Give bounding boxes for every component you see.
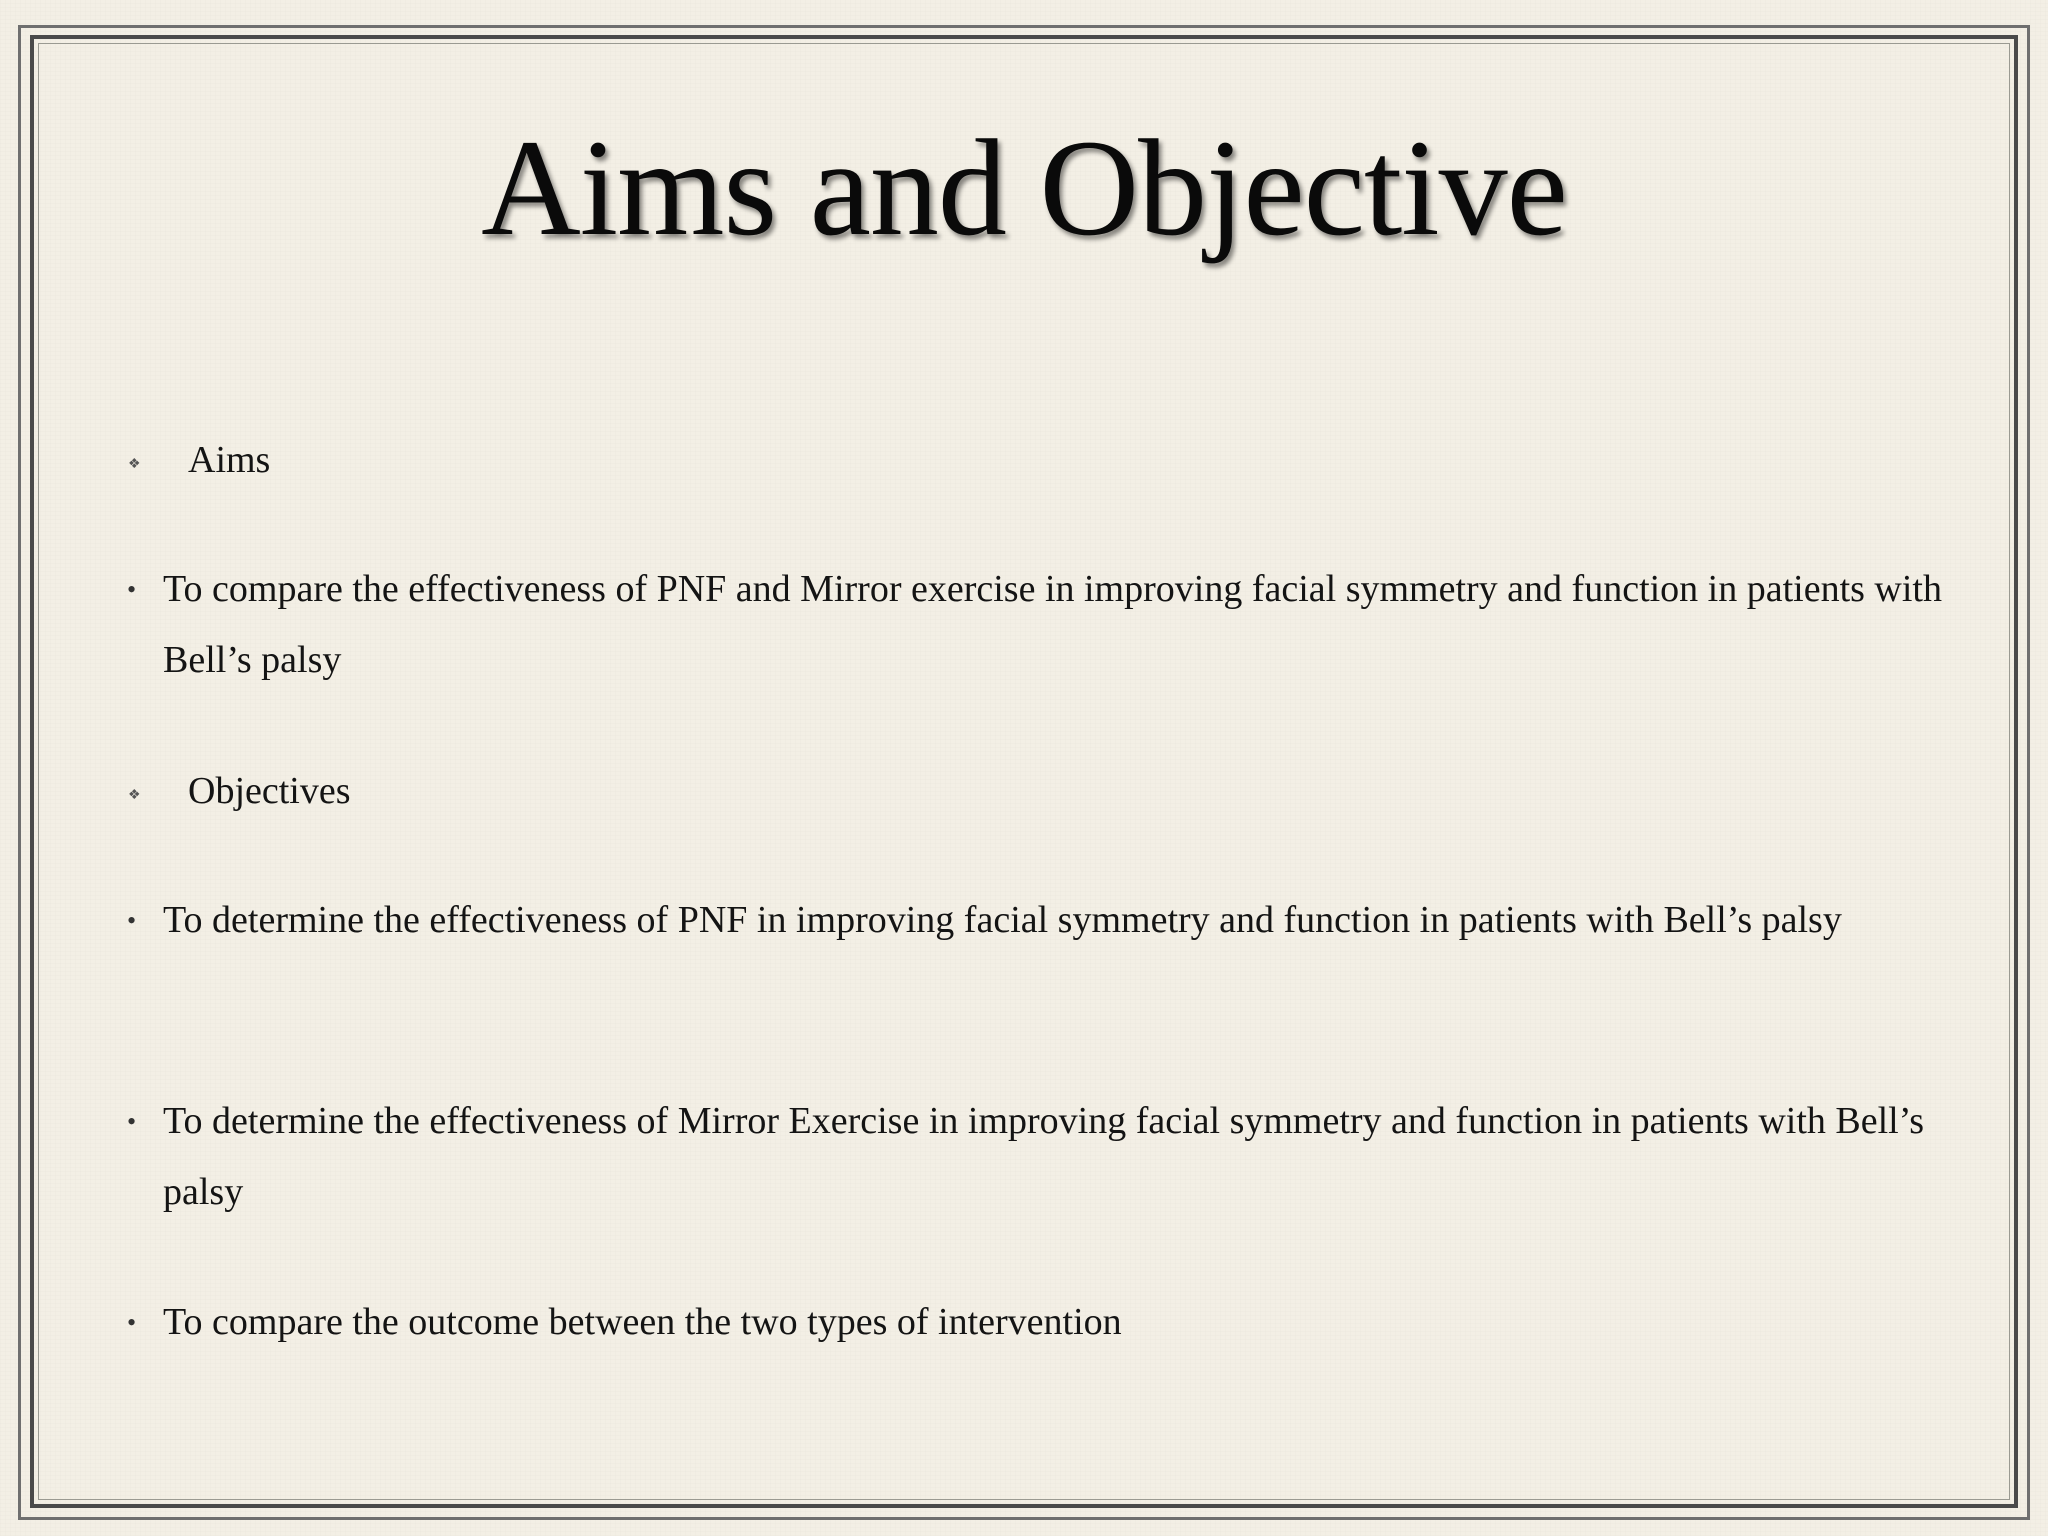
objectives-item [127,1287,1943,1358]
objectives-item-text: To compare the outcome between the two types of intervention [163,1301,1122,1343]
diamond-bullet-icon: ❖ [128,457,141,472]
aims-item-text: To compare the effectiveness of PNF and Mirror exercise in improving facial symmetry and function in patients with Bell’s palsy [163,568,1942,681]
slide-title: Aims and Objective [481,111,1567,264]
objectives-heading-text: Objectives [188,770,351,812]
aims-item [127,554,1943,696]
objectives-item-text: To determine the effectiveness of PNF in improving facial symmetry and function in patients with Bell’s palsy [163,899,1842,941]
dot-bullet-icon: • [127,906,137,935]
diamond-bullet-icon: ❖ [128,788,141,803]
objectives-heading [128,769,351,813]
dot-bullet-icon: • [127,1107,137,1136]
dot-bullet-icon: • [127,575,137,604]
objectives-item [127,1086,1943,1228]
aims-heading [128,438,271,482]
aims-heading-text: Aims [188,439,271,481]
objectives-item [127,885,1943,956]
dot-bullet-icon: • [127,1308,137,1337]
objectives-item-text: To determine the effectiveness of Mirror Exercise in improving facial symmetry and function in patients with Bell’s palsy [163,1100,1925,1213]
